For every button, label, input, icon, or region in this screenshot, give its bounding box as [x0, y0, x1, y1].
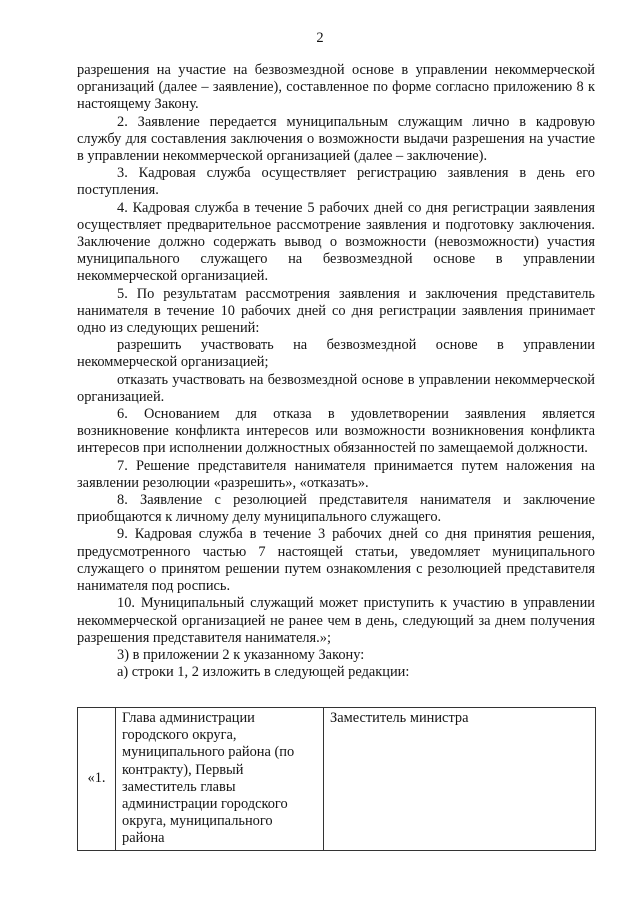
amendment-item-3: 3) в приложении 2 к указанному Закону: — [117, 646, 365, 663]
paragraph-continuation: разрешения на участие на безвозмездной основе в управлении некоммерческой организаций (далее – заявление), составленное по форме согласно приложению 8 к настоящему Закону. — [77, 62, 595, 113]
row-number-cell — [78, 708, 116, 851]
paragraph-2: 2. Заявление передается муниципальным служащим лично в кадровую службу для составления заключения о возможности выдачи разрешения на участие в управлении некоммерческой организацией (далее – заключение). — [77, 113, 595, 165]
equivalent-position-text: Заместитель министра — [330, 710, 469, 726]
paragraph-6: 6. Основанием для отказа в удовлетворении заявления является возникновение конфликта интересов или возможности возникновения конфликта интересов при исполнении должностных обязанностей по замещаемой должности. — [77, 406, 595, 457]
paragraph-5: 5. По результатам рассмотрения заявления и заключения представитель нанимателя в течение 10 рабочих дней со дня регистрации заявления принимает одно из следующих решений: — [77, 285, 595, 337]
paragraph-4: 4. Кадровая служба в течение 5 рабочих дней со дня регистрации заявления осуществляет предварительное рассмотрение заявления и подготовку заключения. Заключение должно содержать вывод о возможности (невозможности) участия муниципального служащего на безвозмездной основе в управлении некоммерческой организацией. — [77, 199, 595, 285]
table-row — [78, 708, 596, 851]
row-number: «1. — [87, 770, 106, 787]
paragraph-7: 7. Решение представителя нанимателя принимается путем наложения на заявлении резолюции «разрешить», «отказать». — [77, 457, 595, 491]
page-number: 2 — [316, 30, 324, 46]
amendment-subitem-a: а) строки 1, 2 изложить в следующей редакции: — [117, 664, 410, 681]
paragraph-5-option-deny: отказать участвовать на безвозмездной основе в управлении некоммерческой организацией. — [77, 371, 595, 405]
equivalent-position-cell — [324, 708, 596, 851]
paragraph-9: 9. Кадровая служба в течение 3 рабочих дней со дня принятия решения, предусмотренного частью 7 настоящей статьи, уведомляет муниципального служащего о принятом решении путем ознакомления с резолюцией представителя нанимателя под роспись. — [77, 526, 595, 595]
paragraph-5-option-allow: разрешить участвовать на безвозмездной основе в управлении некоммерческой организацией; — [77, 337, 595, 371]
paragraph-8: 8. Заявление с резолюцией представителя нанимателя и заключение приобщаются к личному делу муниципального служащего. — [77, 492, 595, 526]
position-text: Глава администрации городского округа, муниципального района (по контракту), Первый заместитель главы администрации городского округа, муниципального района — [122, 710, 295, 847]
law-text-body — [77, 62, 595, 681]
position-cell — [116, 708, 324, 851]
paragraph-3: 3. Кадровая служба осуществляет регистрацию заявления в день его поступления. — [77, 165, 595, 199]
positions-table — [77, 707, 596, 851]
paragraph-10: 10. Муниципальный служащий может приступить к участию в управлении некоммерческой организацией не ранее чем в день, следующий за днем получения разрешения представителя нанимателя.»; — [77, 595, 595, 646]
